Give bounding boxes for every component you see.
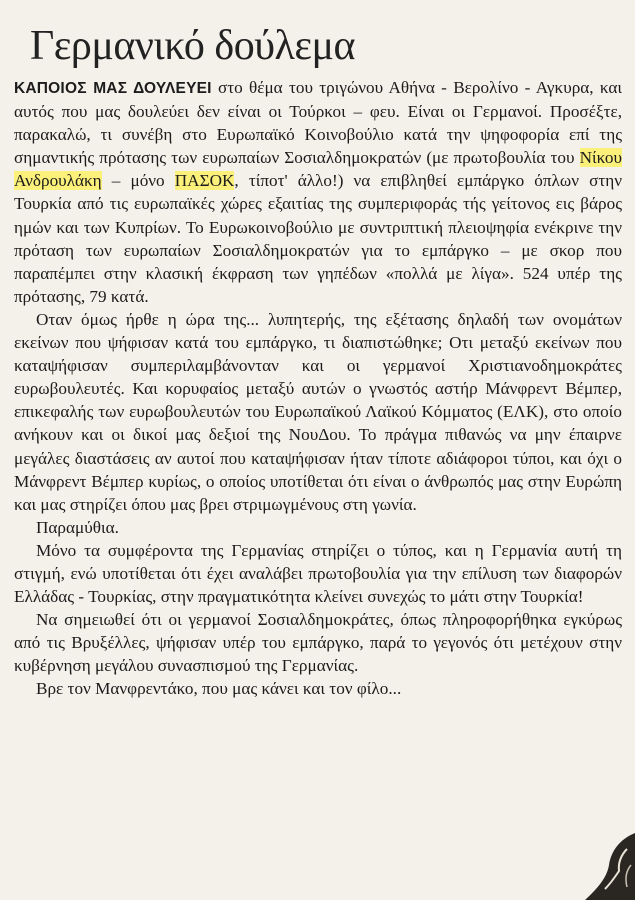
paragraph-1-text-c: , τίποτ' άλλο!) να επιβληθεί εμπάργκο όπλων στην Τουρκία από τις ευρωπαϊκές χώρες εξαιτίας της συμπεριφοράς τής γείτονος εις βάρος ημών και των Κυπρίων. Το Ευρωκοινοβούλιο με συντριπτική πλειοψηφία ενέκρινε την πρόταση των ευρωπαίων Σοσιαλδημοκρατών για το εμπάργκο – με σκορ που παραπέμπει στην κλασική έκφραση των γηπέδων «πολλά με λίγα». 524 υπέρ της πρότασης, 79 κατά. <box>14 171 622 306</box>
lead-in: ΚΑΠΟΙΟΣ ΜΑΣ ΔΟΥΛΕΥΕΙ <box>14 80 212 97</box>
corner-illustration-fragment <box>565 825 635 900</box>
paragraph-6: Βρε τον Μανφρεντάκο, που μας κάνει και τον φίλο... <box>36 679 402 699</box>
paragraph-2: Οταν όμως ήρθε η ώρα της... λυπητερής, της εξέτασης δηλαδή των ονομάτων εκείνων που ψήφισαν κατά του εμπάργκο, τι διαπιστώθηκε; Οτι μεταξύ εκείνων που καταψήφισαν συμπεριλαμβάνονταν και οι γερμανοί Χριστιανοδημοκράτες ευρωβουλευτές. Και κορυφαίος μεταξύ αυτών ο γνωστός αστήρ Μάνφρεντ Βέμπερ, επικεφαλής των ευρωβουλευτών του Ευρωπαϊκού Λαϊκού Κόμματος (ΕΛΚ), στο οποίο ανήκουν και οι δικοί μας δεξιοί της ΝουΔου. Το πράγμα πιθανώς να μην έπαιρνε μεγάλες διαστάσεις αν αυτοί που καταψήφισαν ήταν τίποτε αδιάφοροι τύποι, και όχι ο Μάνφρεντ Βέμπερ κυρίως, ο οποίος υποτίθεται ότι είναι ο άνθρωπός μας στην Ευρώπη και μας στηρίζει όπου μας βρει στριμωγμένους στη γωνία. <box>14 309 622 514</box>
paragraph-1 <box>14 76 622 308</box>
headline: Γερμανικό δούλεμα <box>30 23 356 69</box>
paragraph-3: Παραμύθια. <box>36 517 119 537</box>
article-body <box>14 76 622 701</box>
highlight-party: ΠΑΣΟΚ <box>174 171 235 191</box>
paragraph-4: Μόνο τα συμφέροντα της Γερμανίας στηρίζει ο τύπος, και η Γερμανία αυτή τη στιγμή, ενώ υποτίθεται ότι έχει αναλάβει πρωτοβουλία για την επίλυση των διαφορών Ελλάδας - Τουρκίας, στην πραγματικότητα κλείνει συνεχώς το μάτι στην Τουρκία! <box>14 540 622 607</box>
highlight-name: Νίκου Ανδρουλάκη <box>14 148 622 191</box>
paragraph-5: Να σημειωθεί ότι οι γερμανοί Σοσιαλδημοκράτες, όπως πληροφορήθηκα εγκύρως από τις Βρυξέλλες, ψήφισαν υπέρ του εμπάργκο, παρά το γεγονός ότι μετέχουν στην κυβέρνηση μεγάλου συνασπισμού της Γερμανίας. <box>14 610 622 676</box>
paragraph-1-text-a: στο θέμα του τριγώνου Αθήνα - Βερολίνο - Αγκυρα, και αυτός που μας δουλεύει δεν είναι οι Τούρκοι – φευ. Είναι οι Γερμανοί. Προσέξτε, παρακαλώ, τι συνέβη στο Ευρωπαϊκό Κοινοβούλιο κατά την ψηφοφορία επί της σημαντικής πρότασης των ευρωπαίων Σοσιαλδημοκρατών (με πρωτοβουλία του <box>14 78 623 168</box>
paragraph-1-text-b: – μόνο <box>101 171 175 191</box>
